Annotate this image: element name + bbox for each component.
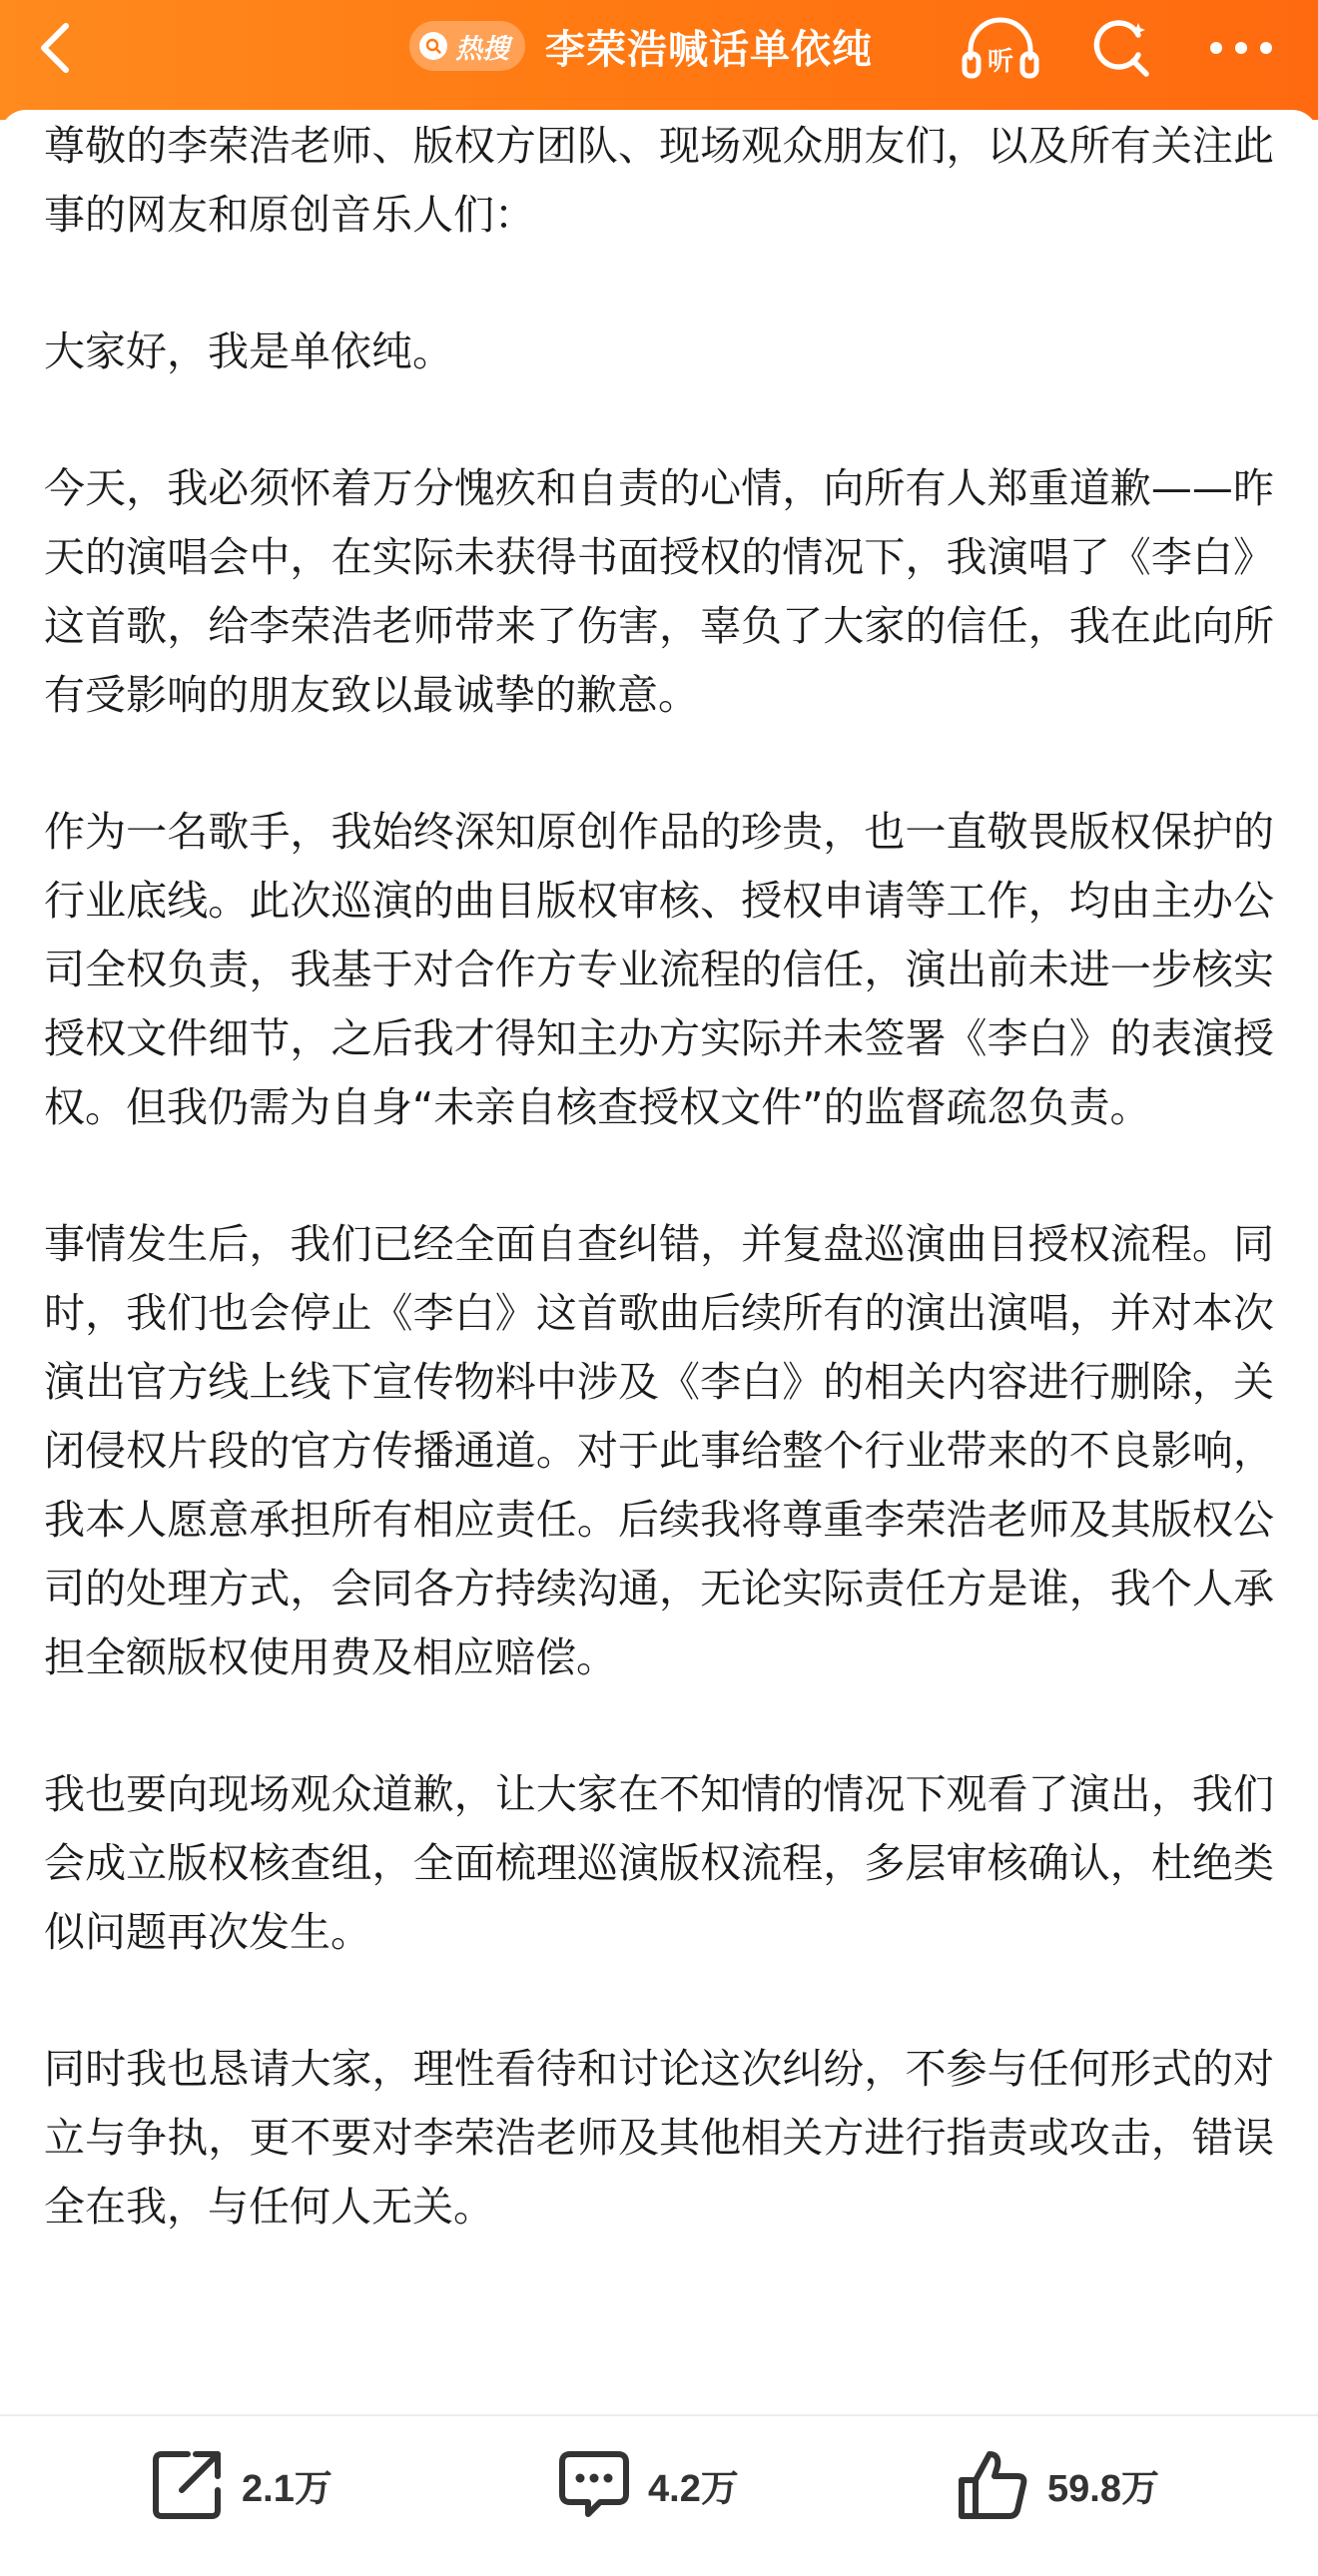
comment-count: 4.2万 bbox=[648, 2467, 739, 2510]
thumbs-up-icon bbox=[954, 2444, 1033, 2524]
content-fade bbox=[0, 2376, 1318, 2416]
post-content bbox=[0, 110, 1318, 2411]
share-button[interactable] bbox=[148, 2444, 332, 2524]
more-dots-icon bbox=[1206, 38, 1276, 58]
page-title: 李荣浩喊话单依纯 bbox=[545, 26, 873, 73]
bottom-action-bar bbox=[0, 2414, 1318, 2576]
hot-search-badge[interactable] bbox=[409, 21, 525, 71]
paragraph-greeting: 尊敬的李荣浩老师、版权方团队、现场观众朋友们，以及所有关注此事的网友和原创音乐人们： bbox=[44, 122, 1274, 239]
paragraph-explanation: 作为一名歌手，我始终深知原创作品的珍贵，也一直敬畏版权保护的行业底线。此次巡演的曲目版权审核、授权申请等工作，均由主办公司全权负责，我基于对合作方专业流程的信任，演出前未进一步核实授权文件细节，之后我才得知主办方实际并未签署《李白》的表演授权。但我仍需为自身“未亲自核查授权文件”的监督疏忽负责。 bbox=[44, 808, 1274, 1131]
title-area bbox=[409, 10, 873, 82]
hot-search-label: 热搜 bbox=[455, 33, 509, 65]
comment-icon bbox=[554, 2444, 634, 2524]
like-count: 59.8万 bbox=[1047, 2467, 1159, 2510]
share-icon bbox=[148, 2444, 228, 2524]
paragraph-actions: 事情发生后，我们已经全面自查纠错，并复盘巡演曲目授权流程。同时，我们也会停止《李白》这首歌曲后续所有的演出演唱，并对本次演出官方线上线下宣传物料中涉及《李白》的相关内容进行删除，关闭侵权片段的官方传播通道。对于此事给整个行业带来的不良影响，我本人愿意承担所有相应责任。后续我将尊重李荣浩老师及其版权公司的处理方式，会同各方持续沟通，无论实际责任方是谁，我个人承担全额版权使用费及相应赔偿。 bbox=[44, 1220, 1274, 1681]
top-bar bbox=[0, 0, 1318, 120]
more-button[interactable] bbox=[1201, 8, 1281, 88]
like-button[interactable] bbox=[954, 2444, 1159, 2524]
back-button[interactable] bbox=[20, 12, 92, 84]
paragraph-audience: 我也要向现场观众道歉，让大家在不知情的情况下观看了演出，我们会成立版权核查组，全面梳理巡演版权流程，多层审核确认，杜绝类似问题再次发生。 bbox=[44, 1770, 1274, 1956]
svg-text:听: 听 bbox=[987, 47, 1014, 77]
headphones-icon bbox=[962, 16, 1039, 80]
search-icon bbox=[1088, 15, 1154, 81]
paragraph-intro: 大家好，我是单依纯。 bbox=[44, 327, 453, 375]
listen-button[interactable] bbox=[961, 8, 1040, 88]
search-button[interactable] bbox=[1081, 8, 1161, 88]
comment-button[interactable] bbox=[554, 2444, 739, 2524]
article-body bbox=[0, 112, 1318, 2242]
search-icon bbox=[419, 32, 447, 60]
chevron-left-icon bbox=[36, 20, 76, 76]
share-count: 2.1万 bbox=[242, 2467, 332, 2510]
paragraph-apology: 今天，我必须怀着万分愧疚和自责的心情，向所有人郑重道歉——昨天的演唱会中，在实际未获得书面授权的情况下，我演唱了《李白》这首歌，给李荣浩老师带来了伤害，辜负了大家的信任，我在此向所有受影响的朋友致以最诚挚的歉意。 bbox=[44, 464, 1274, 719]
paragraph-appeal: 同时我也恳请大家，理性看待和讨论这次纠纷，不参与任何形式的对立与争执，更不要对李荣浩老师及其他相关方进行指责或攻击，错误全在我，与任何人无关。 bbox=[44, 2045, 1274, 2231]
